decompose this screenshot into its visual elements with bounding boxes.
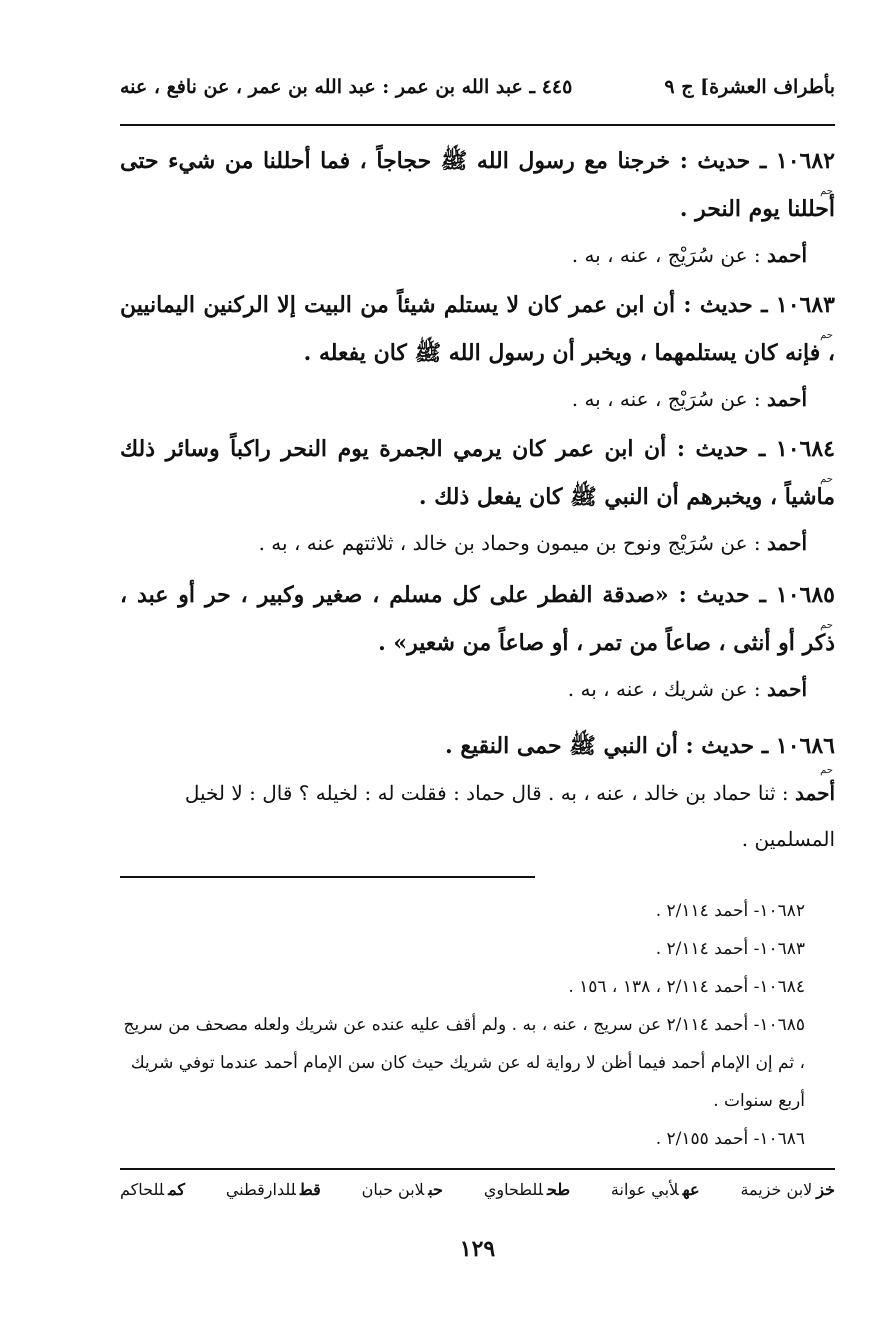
hadith-text: ١٠٦٨٤ ـ حديث : أن ابن عمر كان يرمي الجمرة يوم النحر راكباً وسائر ذلك ماشياً ، ويخبرهم أن النبي ﷺ كان يفعل ذلك .: [120, 436, 835, 510]
abbreviation: قطللدارقطني: [225, 1180, 321, 1199]
abbreviation: حبلابن حبان: [361, 1180, 443, 1199]
hadith-number: ١٠٦٨٦: [775, 733, 835, 759]
hadith-source: أحمد : عن سُرَيْج ، عنه ، به .: [571, 387, 807, 411]
hadith-number: ١٠٦٨٤: [775, 436, 835, 462]
page-number: ١٢٩: [459, 1236, 496, 1262]
musnad-sigil: حم: [820, 474, 833, 485]
source-name: أحمد: [767, 531, 807, 555]
page: [120, 0, 835, 1333]
abbreviation: طحللطحاوي: [483, 1180, 571, 1199]
hadith-number: ١٠٦٨٥: [775, 582, 835, 608]
hadith-number: ١٠٦٨٣: [775, 292, 835, 318]
source-name: أحمد: [767, 243, 807, 267]
hadith-entry: [120, 281, 835, 421]
abbreviation: خزلابن خزيمة: [740, 1180, 835, 1199]
footnote: ١٠٦٨٥- أحمد ٢/١١٤ عن سريج ، عنه ، به . ولم أقف عليه عنده عن شريك ولعله مصحف من سريج ، ثم إن الإمام أحمد فيما أظن لا رواية له عن شريك حيث كان سن الإمام أحمد عندما توفي شريك أربع سنوات .: [123, 1015, 805, 1111]
header-divider: [120, 124, 835, 126]
hadith-text: ١٠٦٨٥ ـ حديث : «صدقة الفطر على كل مسلم ، صغير وكبير ، حر أو عبد ، ذكر أو أنثى ، صاعاً من تمر ، أو صاعاً من شعير» .: [120, 582, 835, 656]
footnotes-divider: [120, 876, 535, 878]
hadith-text: ١٠٦٨٢ ـ حديث : خرجنا مع رسول الله ﷺ حجاجاً ، فما أحللنا من شيء حتى أحللنا يوم النحر .: [120, 148, 835, 222]
hadith-text: ١٠٦٨٦ ـ حديث : أن النبي ﷺ حمى النقيع .: [445, 733, 835, 759]
source-name: أحمد: [767, 677, 807, 701]
abbreviation: كمللحاكم: [120, 1180, 185, 1199]
footnote: ١٠٦٨٢- أحمد ٢/١١٤ .: [655, 901, 805, 921]
header-section-title: ٤٤٥ ـ عبد الله بن عمر : عبد الله بن عمر ، عن نافع ، عنه: [120, 76, 573, 98]
source-name: أحمد: [795, 781, 835, 805]
hadith-number: ١٠٦٨٢: [775, 148, 835, 174]
hadith-entry: [120, 722, 835, 862]
hadith-text: ١٠٦٨٣ ـ حديث : أن ابن عمر كان لا يستلم شيئاً من البيت إلا الركنين اليمانيين ، فإنه كان يستلمهما ، ويخبر أن رسول الله ﷺ كان يفعله .: [120, 292, 835, 366]
source-name: أحمد: [767, 387, 807, 411]
musnad-sigil: حم: [820, 620, 833, 631]
musnad-sigil: حم: [820, 330, 833, 341]
header-book-title: بأطراف العشرة] ج ٩: [664, 76, 835, 98]
hadith-source: أحمد : عن سُرَيْج ، عنه ، به .: [571, 243, 807, 267]
hadith-source: أحمد : ثنا حماد بن خالد ، عنه ، به . قال حماد : فقلت له : لخيله ؟ قال : لا لخيل المسلمين .: [184, 781, 835, 851]
footnote: ١٠٦٨٣- أحمد ٢/١١٤ .: [655, 939, 805, 959]
abbreviations-key: [120, 1180, 835, 1199]
footnote: ١٠٦٨٦- أحمد ٢/١٥٥ .: [655, 1129, 805, 1149]
abbreviations-divider: [120, 1168, 835, 1170]
musnad-sigil: حم: [820, 186, 833, 197]
hadith-entry: [120, 425, 835, 565]
hadith-source: أحمد : عن سُرَيْج ونوح بن ميمون وحماد بن خالد ، ثلاثتهم عنه ، به .: [258, 531, 807, 555]
hadith-entry: [120, 571, 835, 711]
footnotes: [120, 892, 835, 1158]
abbreviation: عهلأبي عوانة: [610, 1180, 700, 1199]
hadith-source: أحمد : عن شريك ، عنه ، به .: [567, 677, 807, 701]
musnad-sigil: حم: [820, 765, 833, 776]
footnote: ١٠٦٨٤- أحمد ٢/١١٤ ، ١٣٨ ، ١٥٦ .: [568, 977, 805, 997]
running-header: [120, 76, 835, 98]
hadith-entry: [120, 137, 835, 277]
